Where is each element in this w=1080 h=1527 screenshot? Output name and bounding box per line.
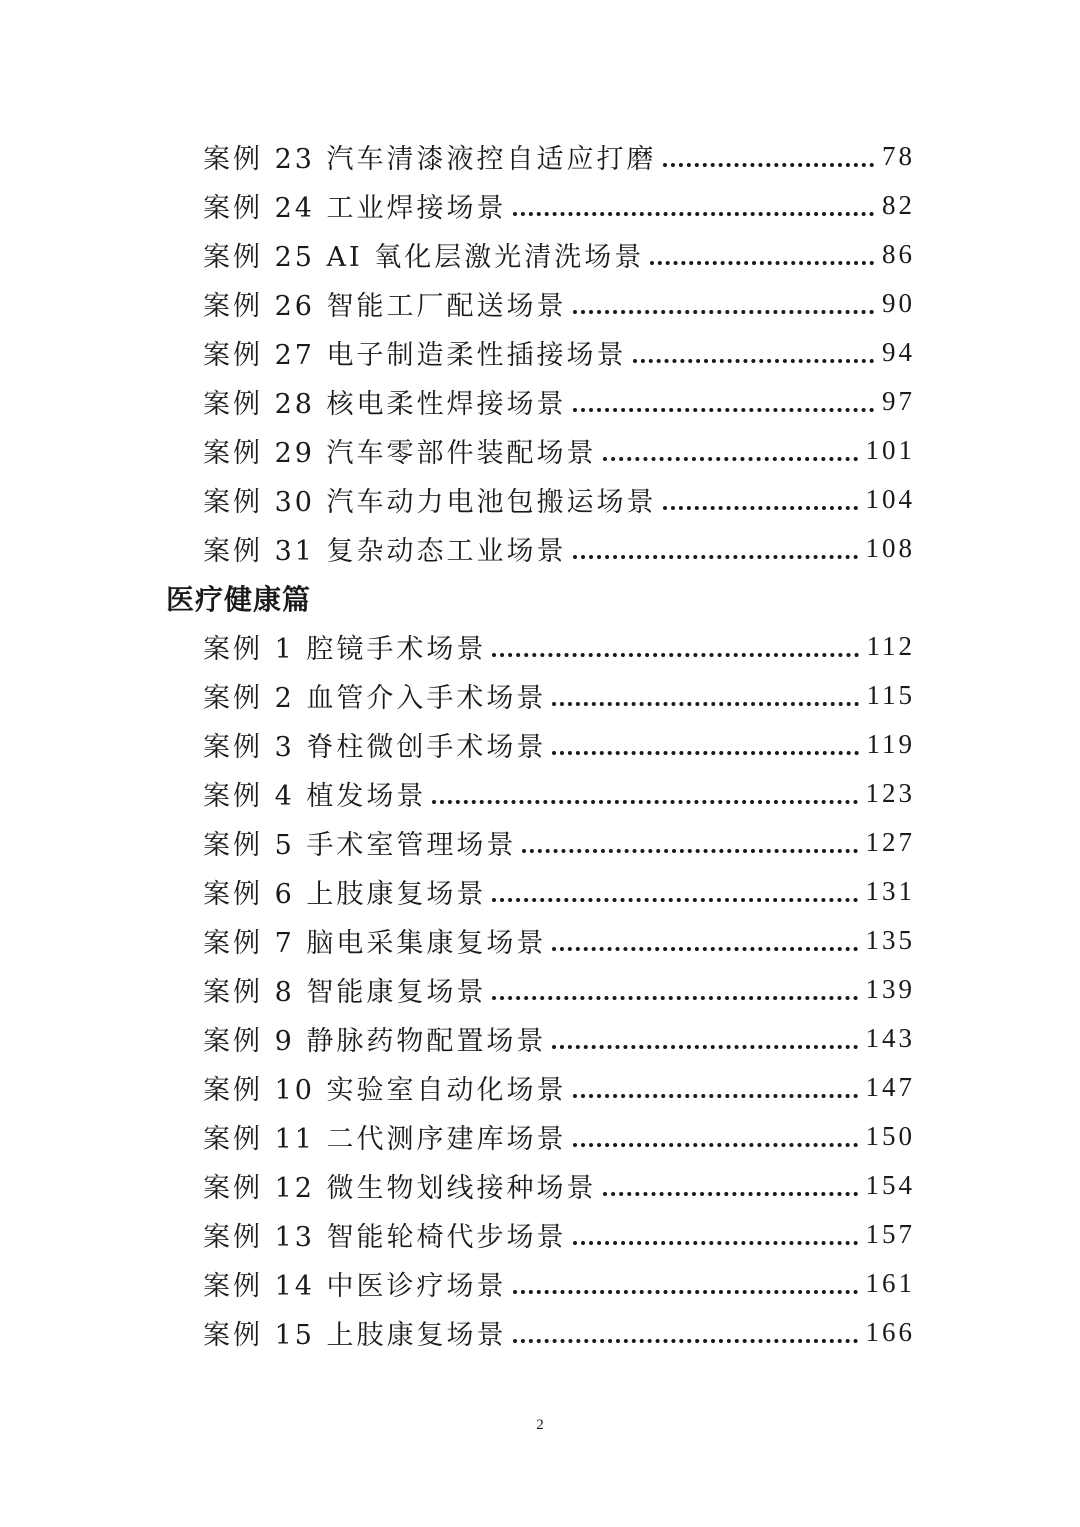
toc-entry[interactable]	[203, 377, 915, 426]
toc-entry-page: 86	[882, 239, 915, 269]
toc-entry-title: 案例 30 汽车动力电池包搬运场景	[203, 487, 657, 518]
toc-entry-page: 154	[865, 1170, 915, 1200]
dot-leader	[552, 1045, 857, 1049]
toc-entry-title: 案例 31 复杂动态工业场景	[203, 536, 567, 567]
dot-leader	[573, 1094, 858, 1098]
toc-entry[interactable]	[203, 1259, 915, 1308]
toc-entry-title: 案例 10 实验室自动化场景	[203, 1075, 567, 1106]
toc-entry[interactable]	[203, 1210, 915, 1259]
toc-entry[interactable]	[203, 769, 915, 818]
toc-entry-title: 案例 6 上肢康复场景	[203, 879, 487, 910]
toc-entry-page: 112	[866, 631, 915, 661]
dot-leader	[663, 506, 858, 510]
toc-entry[interactable]	[203, 720, 915, 769]
section-heading-medical: 医疗健康篇	[166, 582, 312, 616]
dot-leader	[552, 751, 858, 755]
dot-leader	[573, 1241, 858, 1245]
toc-entry-page: 127	[865, 827, 915, 857]
dot-leader	[603, 1192, 858, 1196]
toc-entry-title: 案例 27 电子制造柔性插接场景	[203, 340, 627, 371]
toc-entry[interactable]	[203, 867, 915, 916]
toc-entry[interactable]	[203, 279, 915, 328]
toc-entry[interactable]	[203, 328, 915, 377]
toc-entry-title: 案例 1 腔镜手术场景	[203, 634, 487, 665]
dot-leader	[513, 1339, 858, 1343]
dot-leader	[492, 996, 857, 1000]
dot-leader	[663, 163, 874, 167]
dot-leader	[573, 310, 874, 314]
dot-leader	[513, 212, 874, 216]
toc-entry-page: 139	[865, 974, 915, 1004]
toc-group-industrial	[0, 132, 1080, 573]
toc-entry[interactable]	[203, 230, 915, 279]
toc-entry-page: 78	[882, 141, 915, 171]
toc-entry-title: 案例 14 中医诊疗场景	[203, 1271, 507, 1302]
toc-entry-title: 案例 11 二代测序建库场景	[203, 1124, 567, 1155]
toc-entry-page: 94	[882, 337, 915, 367]
toc-entry-title: 案例 5 手术室管理场景	[203, 830, 517, 861]
toc-entry-page: 157	[865, 1219, 915, 1249]
dot-leader	[552, 947, 857, 951]
toc-entry-title: 案例 4 植发场景	[203, 781, 427, 812]
toc-entry-title: 案例 24 工业焊接场景	[203, 193, 507, 224]
toc-entry[interactable]	[203, 181, 915, 230]
toc-entry-page: 90	[882, 288, 915, 318]
toc-entry-page: 131	[865, 876, 915, 906]
toc-entry[interactable]	[203, 1308, 915, 1357]
dot-leader	[603, 457, 858, 461]
toc-group-medical	[0, 622, 1080, 1357]
toc-entry[interactable]	[203, 524, 915, 573]
toc-entry-title: 案例 28 核电柔性焊接场景	[203, 389, 567, 420]
dot-leader	[573, 408, 874, 412]
toc-entry-title: 案例 26 智能工厂配送场景	[203, 291, 567, 322]
toc-entry-page: 150	[865, 1121, 915, 1151]
toc-entry-page: 101	[865, 435, 915, 465]
dot-leader	[552, 702, 858, 706]
toc-entry[interactable]	[203, 1161, 915, 1210]
toc-entry-page: 104	[865, 484, 915, 514]
toc-entry-page: 143	[865, 1023, 915, 1053]
toc-entry[interactable]	[203, 916, 915, 965]
toc-entry[interactable]	[203, 426, 915, 475]
dot-leader	[522, 849, 857, 853]
toc-entry-title: 案例 8 智能康复场景	[203, 977, 487, 1008]
toc-entry-title: 案例 7 脑电采集康复场景	[203, 928, 547, 959]
table-of-contents	[0, 132, 1080, 1357]
toc-entry-page: 166	[865, 1317, 915, 1347]
page-number: 2	[536, 1417, 544, 1433]
toc-entry-page: 82	[882, 190, 915, 220]
toc-entry-page: 147	[865, 1072, 915, 1102]
toc-entry-page: 108	[865, 533, 915, 563]
toc-entry-page: 135	[865, 925, 915, 955]
dot-leader	[573, 555, 858, 559]
toc-entry[interactable]	[203, 671, 915, 720]
toc-entry-page: 115	[866, 680, 915, 710]
toc-entry-title: 案例 2 血管介入手术场景	[203, 683, 547, 714]
toc-entry[interactable]	[203, 132, 915, 181]
toc-entry[interactable]	[203, 1063, 915, 1112]
toc-entry-title: 案例 12 微生物划线接种场景	[203, 1173, 597, 1204]
dot-leader	[633, 359, 874, 363]
toc-entry-page: 123	[865, 778, 915, 808]
toc-entry[interactable]	[203, 965, 915, 1014]
toc-entry-title: 案例 23 汽车清漆液控自适应打磨	[203, 144, 657, 175]
toc-entry-title: 案例 13 智能轮椅代步场景	[203, 1222, 567, 1253]
toc-entry[interactable]	[203, 1014, 915, 1063]
toc-entry-title: 案例 3 脊柱微创手术场景	[203, 732, 547, 763]
dot-leader	[513, 1290, 858, 1294]
toc-entry[interactable]	[203, 1112, 915, 1161]
toc-entry-title: 案例 25 AI 氧化层激光清洗场景	[203, 242, 645, 273]
dot-leader	[573, 1143, 858, 1147]
toc-entry[interactable]	[203, 818, 915, 867]
toc-entry-title: 案例 9 静脉药物配置场景	[203, 1026, 547, 1057]
toc-entry-page: 97	[882, 386, 915, 416]
toc-entry-title: 案例 29 汽车零部件装配场景	[203, 438, 597, 469]
dot-leader	[492, 898, 857, 902]
dot-leader	[650, 261, 874, 265]
toc-entry-page: 119	[866, 729, 915, 759]
toc-entry[interactable]	[203, 475, 915, 524]
toc-entry-page: 161	[865, 1268, 915, 1298]
dot-leader	[432, 800, 857, 804]
toc-entry-title: 案例 15 上肢康复场景	[203, 1320, 507, 1351]
toc-entry[interactable]	[203, 622, 915, 671]
dot-leader	[492, 653, 858, 657]
